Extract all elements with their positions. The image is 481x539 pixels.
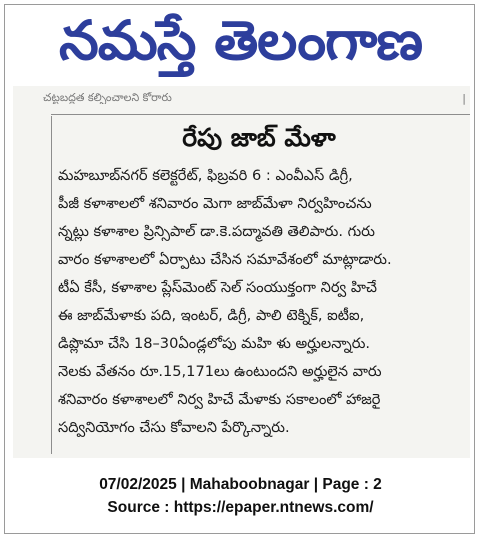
- source-link[interactable]: Source : https://epaper.ntnews.com/: [107, 499, 374, 516]
- article-line: వారం కళాశాలలో ఏర్పాటు చేసిన సమావేశంలో మాట్లాడారు.: [58, 251, 392, 268]
- news-clipping: [13, 86, 470, 458]
- article-headline: రేపు జాబ్ మేళా: [182, 123, 336, 152]
- article-body: [58, 162, 464, 442]
- edition-info: 07/02/2025 | Mahaboobnagar | Page : 2: [99, 476, 382, 493]
- article-line: పీజీ కళాశాలలో శనివారం మెగా జాబ్‌మేళా నిర్వహించను: [58, 195, 372, 212]
- article-top-rule: [51, 114, 470, 115]
- previous-article-fragment: చట్టబద్ధత కల్పించాలని కోరారు: [43, 92, 172, 104]
- article-line: ఈ జాబ్‌మేళాకు పది, ఇంటర్, డిగ్రీ, పాలి టెక్నిక్, ఐటీఐ,: [58, 307, 365, 324]
- article-line: మహబూబ్‌నగర్ కలెక్టరేట్, ఫిబ్రవరి 6 : ఎంవీఎస్ డిగ్రీ,: [58, 167, 353, 184]
- article-line: సద్వినియోగం చేసు కోవాలని పేర్కొన్నారు.: [58, 419, 290, 436]
- column-mark: |: [462, 92, 466, 105]
- article-line: నెలకు వేతనం రూ.15,171లు ఉంటుందని అర్హులైన వారు: [58, 363, 382, 380]
- newspaper-masthead: నమస్తే తెలంగాణ: [58, 9, 423, 72]
- article: [51, 116, 466, 454]
- article-line: డిప్లొమా చేసి 18–30ఏండ్లలోపు మహి ళు అర్హులన్నారు.: [58, 335, 371, 352]
- article-line: టీఏ కేసీ, కళాశాల ప్లేస్‌మెంట్ సెల్ సంయుక్తంగా నిర్వ హిచే: [58, 279, 378, 296]
- article-line: న్నట్లు కళాశాల ప్రిన్సిపాల్ డా.కె.పద్మావతి తెలిపారు. గురు: [58, 223, 375, 240]
- article-line: శనివారం కళాశాలలో నిర్వ హిచే మేళాకు సకాలంలో హాజరై: [58, 391, 381, 408]
